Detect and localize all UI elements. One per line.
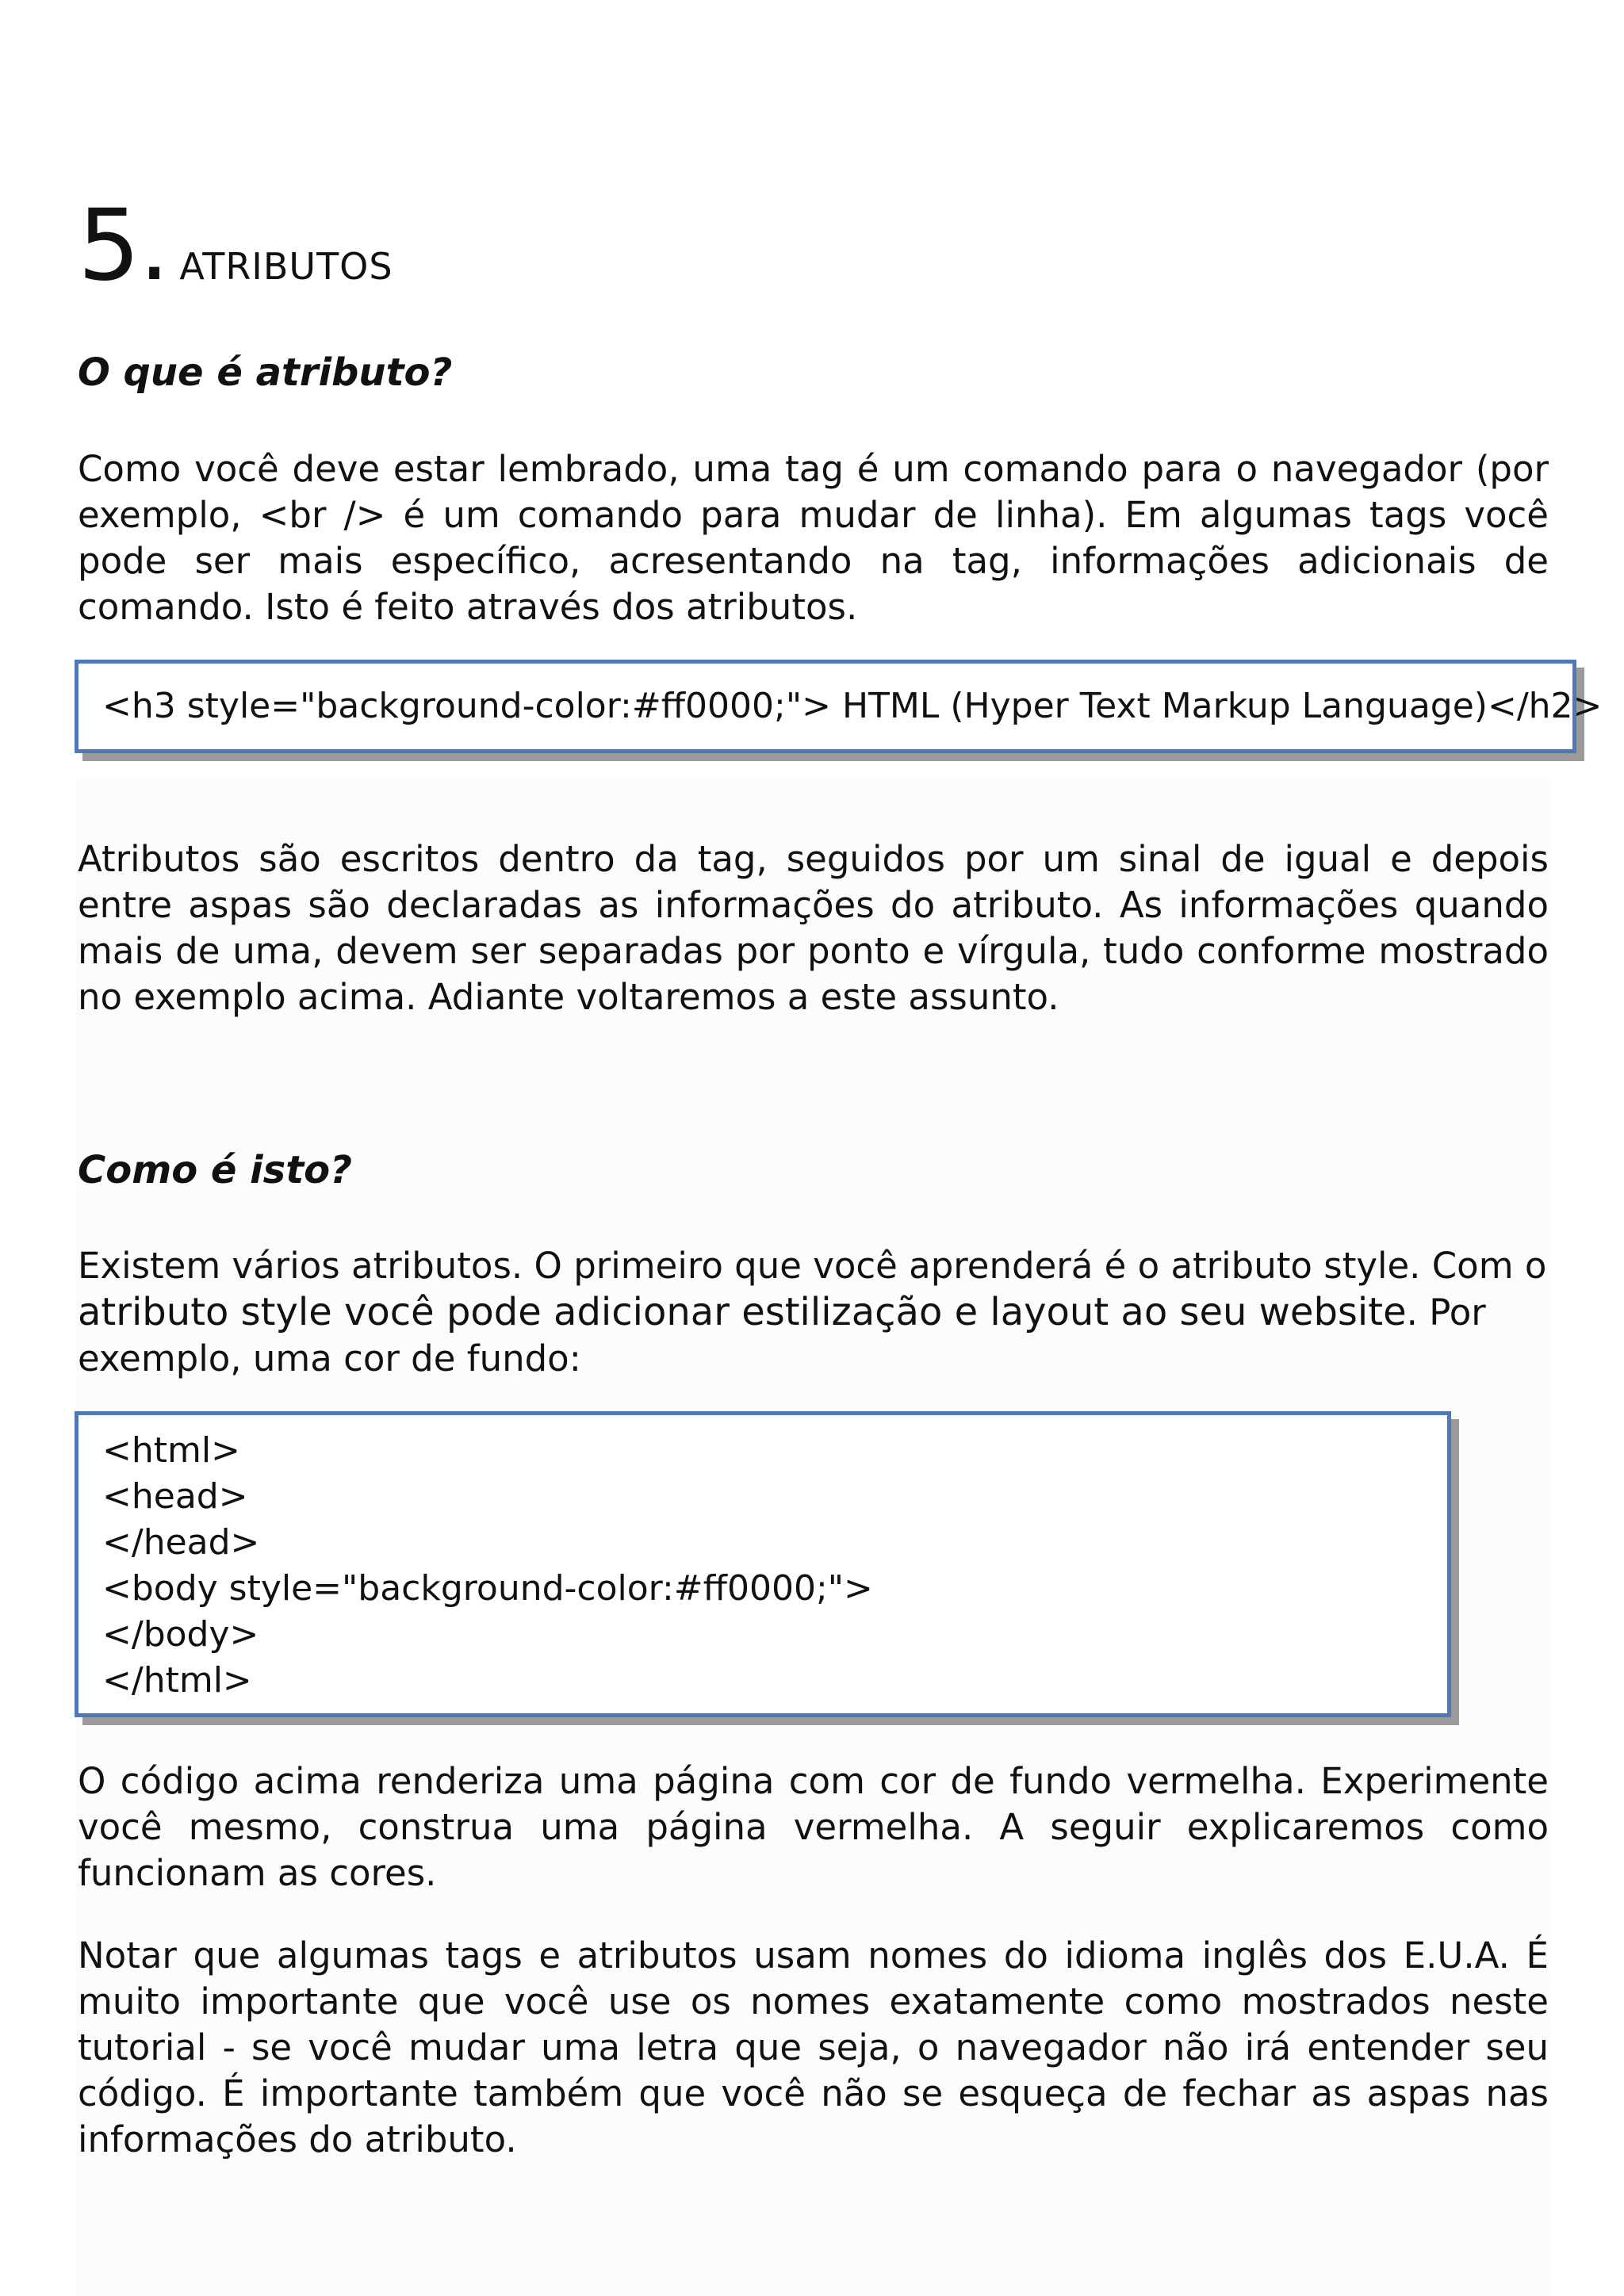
- paragraph-atributos-escritos: Atributos são escritos dentro da tag, seguidos por um sinal de igual e depois entre aspas são declaradas as informações do atributo. As informações quando mais de uma, devem ser separadas por ponto e vírgula, tudo conforme mostrado no exemplo acima. Adiante voltaremos a este assunto.: [78, 838, 1549, 1018]
- code-line: </html>: [102, 1660, 252, 1701]
- section-title: ATRIBUTOS: [179, 245, 393, 288]
- code-line: <html>: [102, 1430, 240, 1471]
- code-example-html-page: [75, 1411, 1451, 1717]
- paragraph-style-part2: atributo style você pode adicionar estilização e layout ao seu website: [78, 1290, 1407, 1334]
- code-line: <h3 style="background-color:#ff0000;"> HTML (Hyper Text Markup Language)</h2>: [102, 686, 1603, 726]
- section-heading: [78, 189, 393, 303]
- code-line: </head>: [102, 1522, 260, 1563]
- paragraph-style-part1: Existem vários atributos. O primeiro que você aprenderá é o atributo style. Com o: [78, 1245, 1547, 1287]
- code-line: <body style="background-color:#ff0000;">: [102, 1568, 873, 1609]
- subheading-o-que-e-atributo: O que é atributo?: [78, 350, 453, 395]
- paragraph-style-part3: . Por exemplo, uma cor de fundo:: [78, 1292, 1486, 1380]
- paragraph-red-page: O código acima renderiza uma página com cor de fundo vermelha. Experimente você mesmo, construa uma página vermelha. A seguir explicaremos como funcionam as cores.: [78, 1760, 1549, 1894]
- paragraph-intro: Como você deve estar lembrado, uma tag é um comando para o navegador (por exemplo, <br /> é um comando para mudar de linha). Em algumas tags você pode ser mais específico, acresentando na tag, informações adicionais de comando. Isto é feito através dos atributos.: [78, 448, 1549, 628]
- paragraph-notes: Notar que algumas tags e atributos usam nomes do idioma inglês dos E.U.A. É muito importante que você use os nomes exatamente como mostrados neste tutorial - se você mudar uma letra que seja, o navegador não irá entender seu código. É importante também que você não se esqueça de fechar as aspas nas informações do atributo.: [78, 1934, 1549, 2160]
- paragraph-style-attribute: [78, 1243, 1549, 1382]
- code-line: </body>: [102, 1614, 259, 1655]
- code-line: <head>: [102, 1476, 248, 1517]
- code-example-h3: [75, 660, 1603, 753]
- subheading-como-e-isto: Como é isto?: [78, 1148, 352, 1192]
- section-number-dot: .: [138, 189, 170, 303]
- section-number: 5: [78, 189, 139, 303]
